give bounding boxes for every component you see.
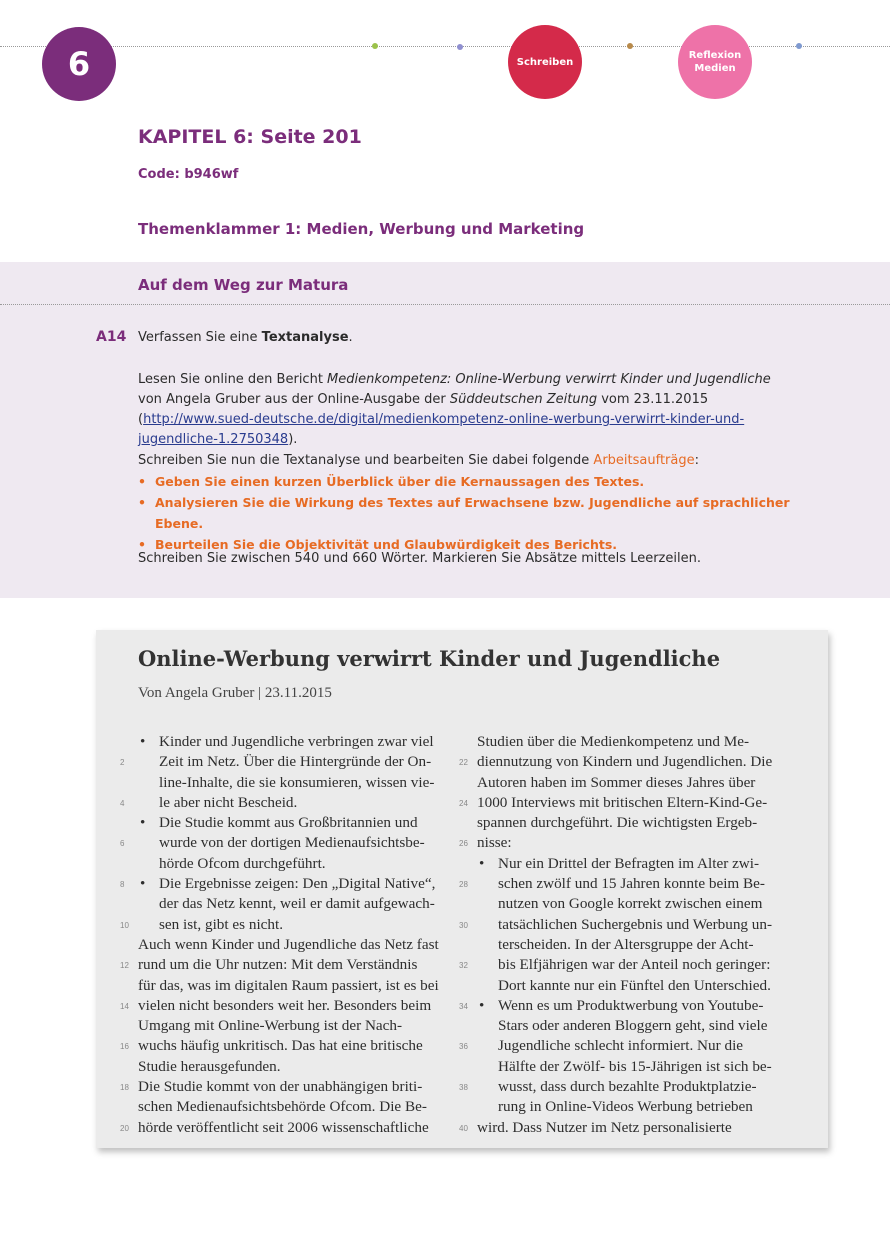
article-line-text: sen ist, gibt es nicht. bbox=[159, 915, 284, 933]
page-title: KAPITEL 6: Seite 201 bbox=[138, 126, 362, 148]
task-bullet: • Analysieren Sie die Wirkung des Textes auf Erwachsene bzw. Jugendliche auf sprachlicher Ebene. bbox=[138, 492, 798, 534]
article-line-text: tatsächlichen Suchergebnis und Werbung un- bbox=[498, 915, 773, 933]
decor-dot-green bbox=[372, 43, 378, 49]
article-line-text: wird. Dass Nutzer im Netz personalisierte bbox=[477, 1118, 732, 1136]
article-column-left bbox=[120, 732, 446, 1138]
article-line-text: spannen durchgeführt. Die wichtigsten Ergeb- bbox=[477, 814, 758, 832]
article-line-text: Die Studie kommt von der unabhängigen briti- bbox=[138, 1078, 423, 1096]
article-column-right bbox=[459, 732, 785, 1138]
article-line bbox=[459, 752, 785, 772]
task-intro-bold: Textanalyse bbox=[261, 330, 349, 345]
task-reading-instruction bbox=[138, 370, 778, 450]
tag-schreiben[interactable] bbox=[508, 25, 582, 99]
article-line-text: Zeit im Netz. Über die Hintergründe der On- bbox=[159, 753, 432, 771]
article-line-text: Studie herausgefunden. bbox=[138, 1057, 281, 1075]
article-line-text: Die Studie kommt aus Großbritannien und bbox=[159, 814, 418, 832]
code-label: Code: b946wf bbox=[138, 167, 239, 182]
line-number: 30 bbox=[459, 920, 468, 930]
line-number: 8 bbox=[120, 880, 125, 890]
article-line-text: diennutzung von Kindern und Jugendlichen. Die bbox=[477, 753, 773, 771]
article-line-text: vielen nicht besonders weit her. Besonders beim bbox=[138, 996, 432, 1014]
article-line bbox=[120, 793, 446, 813]
article-line-text: der das Netz kennt, weil er damit aufgewach- bbox=[159, 895, 435, 913]
article-line-text: rung in Online-Videos Werbung betrieben bbox=[498, 1098, 753, 1116]
p1-text-c: vom 23.11.2015 ( bbox=[138, 392, 709, 427]
task-section-title: Auf dem Weg zur Matura bbox=[138, 276, 349, 294]
top-dotted-rule bbox=[0, 46, 890, 47]
chapter-number: 6 bbox=[67, 45, 91, 83]
themenklammer-heading: Themenklammer 1: Medien, Werbung und Marketing bbox=[138, 220, 585, 238]
article-line bbox=[459, 915, 785, 935]
article-line-text: bis Elfjährigen war der Anteil noch geringer: bbox=[498, 956, 771, 974]
article-line bbox=[477, 732, 785, 752]
task-bullet: • Geben Sie einen kurzen Überblick über die Kernaussagen des Textes. bbox=[138, 471, 798, 492]
article-line bbox=[120, 752, 446, 772]
article-line bbox=[459, 1118, 785, 1138]
tag-reflexion-line2: Medien bbox=[694, 63, 736, 74]
article-line-text: Hälfte der Zwölf- bis 15-Jährigen ist sich be- bbox=[498, 1057, 772, 1075]
tag-reflexion-medien[interactable] bbox=[678, 25, 752, 99]
article-line-text: 1000 Interviews mit britischen Eltern-Kind-Ge- bbox=[477, 793, 768, 811]
line-number: 10 bbox=[120, 920, 129, 930]
article-line bbox=[138, 732, 446, 752]
line-number: 18 bbox=[120, 1083, 129, 1093]
task-intro bbox=[138, 330, 353, 345]
article-line bbox=[138, 773, 446, 793]
task-intro-text: Verfassen Sie eine bbox=[138, 330, 262, 345]
article-line-text: Dort kannte nur ein Fünftel den Unterschied. bbox=[498, 976, 771, 994]
article-line-text: Stars oder anderen Bloggern geht, sind viele bbox=[498, 1017, 768, 1035]
article-line bbox=[459, 833, 785, 853]
article-line bbox=[459, 1077, 785, 1097]
article-line bbox=[138, 813, 446, 833]
article-line bbox=[477, 935, 785, 955]
article-line bbox=[120, 955, 446, 975]
article-line-text: Autoren haben im Sommer dieses Jahres über bbox=[477, 773, 756, 791]
task-work-instruction bbox=[138, 451, 788, 471]
p1-article-title: Medienkompetenz: Online-Werbung verwirrt Kinder und Jugendliche bbox=[327, 372, 771, 387]
tag-reflexion-line1: Reflexion bbox=[688, 50, 742, 61]
line-number: 2 bbox=[120, 758, 125, 768]
line-number: 14 bbox=[120, 1001, 129, 1011]
line-number: 26 bbox=[459, 839, 468, 849]
article-byline: Von Angela Gruber | 23.11.2015 bbox=[138, 685, 332, 701]
p1-text-a: Lesen Sie online den Bericht bbox=[138, 372, 328, 387]
article-line-text: schen zwölf und 15 Jahren konnte beim Be- bbox=[498, 875, 765, 893]
article-line-text: Die Ergebnisse zeigen: Den „Digital Native“, bbox=[159, 875, 436, 893]
task-bullet: • Beurteilen Sie die Objektivität und Glaubwürdigkeit des Berichts. bbox=[138, 534, 798, 555]
line-number: 16 bbox=[120, 1042, 129, 1052]
article-line-text: line-Inhalte, die sie konsumieren, wissen vie- bbox=[159, 773, 435, 791]
task-intro-end: . bbox=[348, 330, 353, 345]
article-line-text: hörde Ofcom durchgeführt. bbox=[159, 854, 326, 872]
task-word-count: Schreiben Sie zwischen 540 und 660 Wörter. Markieren Sie Absätze mittels Leerzeilen. bbox=[138, 551, 701, 566]
p1-text-b: von Angela Gruber aus der Online-Ausgabe der bbox=[138, 392, 450, 407]
article-line-text: wuchs häufig unkritisch. Das hat eine britische bbox=[138, 1037, 423, 1055]
article-line bbox=[477, 773, 785, 793]
article-line bbox=[477, 894, 785, 914]
article-line-text: nisse: bbox=[477, 834, 512, 852]
article-line bbox=[477, 854, 785, 874]
article-line bbox=[138, 1057, 446, 1077]
article-line bbox=[120, 1077, 446, 1097]
article-line-text: Kinder und Jugendliche verbringen zwar viel bbox=[159, 733, 434, 750]
article-line-text: wusst, dass durch bezahlte Produktplatzie- bbox=[498, 1078, 757, 1096]
article-line bbox=[459, 874, 785, 894]
article-line bbox=[120, 833, 446, 853]
article-line bbox=[477, 1016, 785, 1036]
line-number: 32 bbox=[459, 961, 468, 971]
decor-dot-brown bbox=[627, 43, 633, 49]
article-line bbox=[120, 996, 446, 1016]
article-line bbox=[477, 1057, 785, 1077]
article-link[interactable]: http://www.sued-deutsche.de/digital/medienkompetenz-online-werbung-verwirrt-kinder-und-jugendliche-1.2750348 bbox=[138, 412, 745, 447]
article-line-text: Auch wenn Kinder und Jugendliche das Netz fast bbox=[138, 935, 439, 953]
bullet-marker: • bbox=[140, 875, 146, 893]
article-line bbox=[459, 955, 785, 975]
article-line bbox=[459, 793, 785, 813]
article-line-text: Nur ein Drittel der Befragten im Alter zwi- bbox=[498, 854, 760, 872]
article-line-text: Wenn es um Produktwerbung von Youtube- bbox=[498, 996, 764, 1014]
line-number: 28 bbox=[459, 880, 468, 890]
article-line-text: schen Medienaufsichtsbehörde Ofcom. Die Be- bbox=[138, 1098, 427, 1116]
line-number: 22 bbox=[459, 758, 468, 768]
bullet-marker: • bbox=[479, 854, 485, 872]
article-line bbox=[138, 976, 446, 996]
p1-text-d: ). bbox=[288, 432, 298, 447]
article-line-text: le aber nicht Bescheid. bbox=[159, 793, 298, 811]
line-number: 6 bbox=[120, 839, 125, 849]
article-line bbox=[477, 813, 785, 833]
article-line-text: Jugendliche schlecht informiert. Nur die bbox=[498, 1037, 744, 1055]
article-line-text: für das, was im digitalen Raum passiert, ist es bei bbox=[138, 976, 439, 994]
p2-arbeitsauftraege: Arbeitsaufträge bbox=[593, 453, 695, 468]
article-line-text: Umgang mit Online-Werbung ist der Nach- bbox=[138, 1017, 403, 1035]
article-line bbox=[120, 1036, 446, 1056]
article-line bbox=[120, 874, 446, 894]
article-line bbox=[120, 1118, 446, 1138]
decor-dot-blue bbox=[796, 43, 802, 49]
bullet-marker: • bbox=[140, 814, 146, 832]
article-line bbox=[138, 1016, 446, 1036]
article-line-text: hörde veröffentlicht seit 2006 wissenschaftliche bbox=[138, 1118, 429, 1136]
task-dotted-rule bbox=[0, 304, 890, 305]
bullet-marker: • bbox=[140, 733, 146, 750]
p2-text-a: Schreiben Sie nun die Textanalyse und bearbeiten Sie dabei folgende bbox=[138, 453, 594, 468]
line-number: 40 bbox=[459, 1123, 468, 1133]
article-line bbox=[138, 935, 446, 955]
task-label: A14 bbox=[96, 329, 127, 345]
decor-dot-violet bbox=[457, 44, 463, 50]
line-number: 38 bbox=[459, 1083, 468, 1093]
article-title: Online-Werbung verwirrt Kinder und Jugendliche bbox=[138, 646, 721, 671]
bullet-marker: • bbox=[479, 996, 485, 1014]
article-line-text: wurde von der dortigen Medienaufsichtsbe- bbox=[159, 834, 425, 852]
chapter-number-badge bbox=[42, 27, 116, 101]
article-line bbox=[138, 894, 446, 914]
tag-reflexion-label bbox=[683, 49, 747, 75]
task-bullet-list bbox=[138, 471, 798, 555]
article-line bbox=[120, 915, 446, 935]
line-number: 24 bbox=[459, 798, 468, 808]
article-line bbox=[459, 996, 785, 1016]
article-line bbox=[477, 1097, 785, 1117]
line-number: 20 bbox=[120, 1123, 129, 1133]
line-number: 36 bbox=[459, 1042, 468, 1052]
article-line bbox=[138, 1097, 446, 1117]
article-line-text: rund um die Uhr nutzen: Mit dem Verständnis bbox=[138, 956, 418, 974]
article-line-text: nutzen von Google korrekt zwischen einem bbox=[498, 895, 763, 913]
line-number: 34 bbox=[459, 1001, 468, 1011]
tag-schreiben-label: Schreiben bbox=[516, 56, 574, 68]
line-number: 4 bbox=[120, 798, 125, 808]
article-line bbox=[477, 976, 785, 996]
p1-newspaper: Süddeutschen Zeitung bbox=[449, 392, 598, 407]
article-line-text: terscheiden. In der Altersgruppe der Acht- bbox=[498, 935, 754, 953]
p2-text-b: : bbox=[694, 453, 699, 468]
article-line bbox=[459, 1036, 785, 1056]
line-number: 12 bbox=[120, 961, 129, 971]
article-line bbox=[138, 854, 446, 874]
article-line-text: Studien über die Medienkompetenz und Me- bbox=[477, 733, 750, 750]
